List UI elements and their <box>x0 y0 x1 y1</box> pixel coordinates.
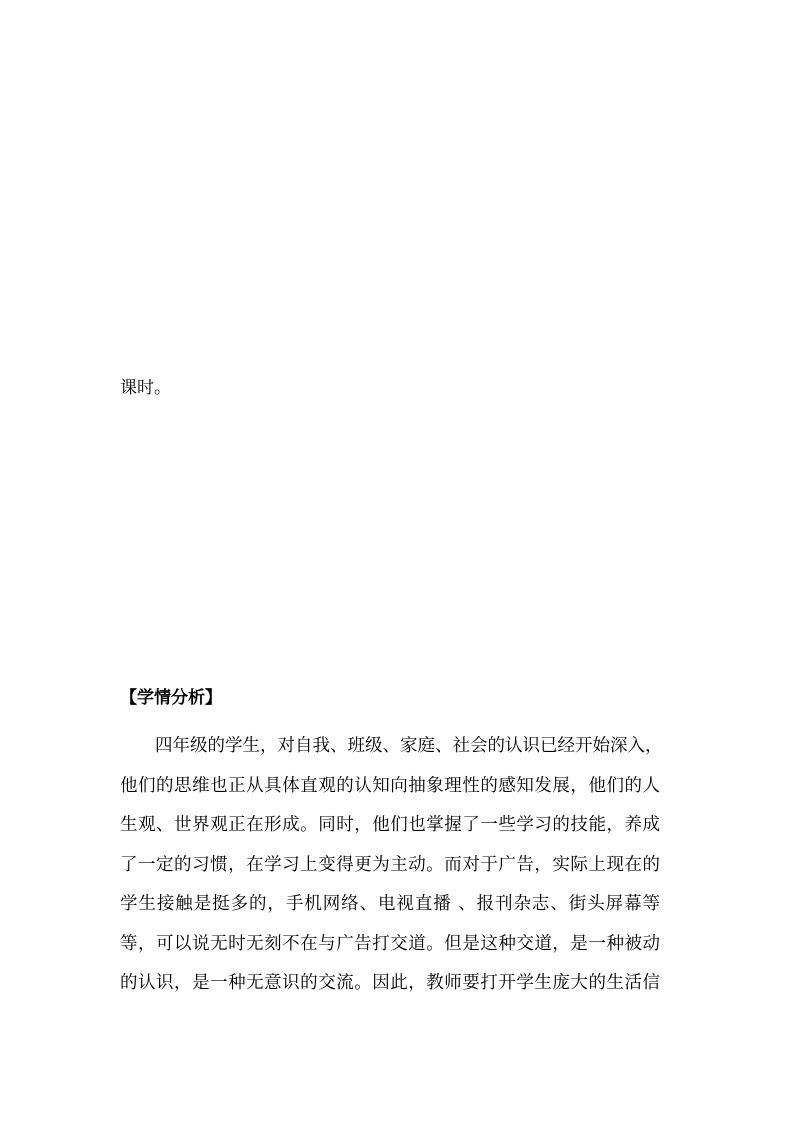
paragraph-line: 他们的思维也正从具体直观的认知向抽象理性的感知发展，他们的人 <box>120 775 660 796</box>
paragraph-line: 了一定的习惯，在学习上变得更为主动。而对于广告，实际上现在的 <box>120 854 660 875</box>
paragraph-line: 学生接触是挺多的，手机网络、电视直播 、报刊杂志、街头屏幕等 <box>120 894 660 914</box>
learning-analysis-paragraph <box>120 727 663 1004</box>
paragraph-line: 等，可以说无时无刻不在与广告打交道。但是这种交道，是一种被动 <box>120 933 660 954</box>
continued-text-fragment: 课时。 <box>120 378 171 398</box>
section-heading-learning-analysis: 【学情分析】 <box>120 688 222 708</box>
paragraph-line: 生观、世界观正在形成。同时，他们也掌握了一些学习的技能，养成 <box>120 815 660 835</box>
paragraph-line: 的认识，是一种无意识的交流。因此，教师要打开学生庞大的生活信 <box>120 973 660 993</box>
paragraph-line: 四年级的学生，对自我、班级、家庭、社会的认识已经开始深入， <box>155 736 663 756</box>
